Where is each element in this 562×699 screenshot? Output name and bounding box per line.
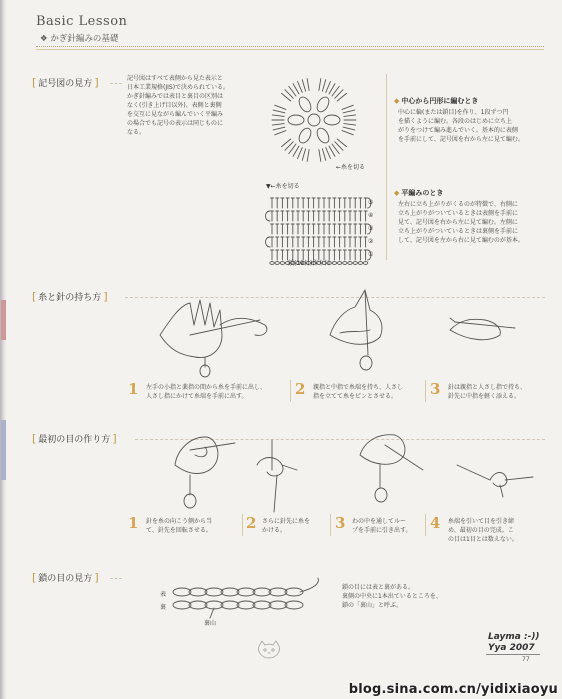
section-rule: [110, 83, 122, 84]
ridge-pointer: [210, 608, 214, 618]
stitch-mark: [273, 110, 285, 113]
page-number: 77: [522, 656, 530, 663]
bracket-icon: [: [32, 290, 37, 303]
chain-marks: [173, 578, 318, 618]
divider: [425, 514, 426, 536]
row-number: ④: [368, 212, 374, 219]
bracket-icon: [: [32, 76, 37, 89]
binding-stripe: [1, 420, 6, 480]
chain-link-back: [189, 601, 207, 609]
circular-text: 中心に輪(または鎖目)を作り、1段ずつ円 を描くように編む。各段のはじめに立ち上 がりをつけて編み進んでいく。基本的に表側 を手前にして、記号図を右から左に見て編む。: [398, 109, 524, 143]
step-number: 4: [430, 514, 441, 532]
first-stitch-illustration-2: [252, 440, 302, 515]
step-number: 1: [128, 514, 139, 532]
chain-mark: [275, 262, 279, 265]
cut-yarn-label-round: ←糸を切る: [336, 164, 366, 171]
stitch-mark: [343, 110, 355, 113]
stitch-mark: [307, 79, 309, 91]
petal-mark: [297, 95, 314, 114]
stitch-mark: [342, 131, 353, 135]
step-text: 針を糸の向こう側から当 て、針先を回転させる。: [146, 518, 213, 534]
step-number: 2: [295, 380, 306, 398]
petal-mark: [315, 126, 332, 145]
stitch-mark: [273, 127, 285, 130]
stitch-mark: [322, 80, 325, 92]
chain-link-front: [221, 588, 239, 596]
chain-link-front: [237, 588, 255, 596]
chain-mark: [343, 262, 347, 265]
chain-mark: [348, 262, 352, 265]
petal-mark: [324, 115, 340, 125]
hand-illustration-3: [440, 300, 520, 350]
circular-heading-text: 中心から円形に編むとき: [401, 97, 479, 105]
page-subtitle: [40, 32, 118, 44]
stitch-mark: [272, 115, 284, 116]
section-label-holding: [32, 290, 108, 303]
binding-stripe: [1, 300, 6, 340]
header-rule: [36, 49, 544, 50]
row-number: ②: [368, 238, 374, 245]
stitch-mark: [302, 80, 305, 92]
section-label-chain: [32, 571, 99, 584]
first-stitch-illustration-4: [455, 455, 535, 500]
stitch-mark: [319, 79, 321, 91]
chain-link-front: [205, 588, 223, 596]
step-text: さらに針先に糸を かける。: [262, 518, 311, 534]
section-label-text: 記号図の見方: [38, 79, 93, 89]
chain-stitch-illustration: [170, 578, 320, 628]
step-number: 3: [430, 380, 441, 398]
step-text: 親指と中指で糸端を持ち、人さし 指を立てて糸をピンとさせる。: [313, 384, 404, 400]
footer-rule: [486, 654, 540, 655]
petal-mark: [288, 115, 304, 125]
chain-mark: [353, 262, 357, 265]
stitch-mark: [298, 81, 303, 92]
chain-text: 鎖の目には表と裏がある。 裏側の中央に1本出ているところを、 鎖の「裏山」と呼ぶ。: [342, 584, 442, 609]
step-text: 左手の小指と薬指の間から糸を手前に出し、 人さし指にかけて糸端を手前に出す。: [146, 384, 267, 400]
bracket-icon: ]: [94, 571, 99, 584]
stitch-mark: [272, 124, 284, 125]
bracket-icon: ]: [94, 76, 99, 89]
chain-ridge-label: 裏山: [204, 620, 217, 627]
chain-link-back: [269, 601, 287, 609]
petal-mark: [297, 126, 314, 145]
bracket-icon: [: [32, 432, 37, 445]
petal-mark: [315, 95, 332, 114]
cut-yarn-label-flat: ▼←糸を切る: [266, 183, 300, 190]
chain-link-back: [173, 601, 191, 609]
section-label-text: 糸と針の持ち方: [38, 293, 102, 303]
flat-chart-marks: [266, 198, 374, 264]
stitch-mark: [326, 148, 331, 159]
chain-link-front: [189, 588, 207, 596]
step-number: 1: [128, 380, 139, 398]
hand-illustration-2: [320, 285, 400, 375]
chain-back-label: 裏: [160, 604, 167, 611]
divider: [242, 514, 243, 536]
section-label-symbols: [32, 76, 99, 89]
flat-heading: [394, 188, 443, 198]
stitch-mark: [342, 105, 353, 109]
step-number: 3: [335, 514, 346, 532]
stitch-mark: [307, 150, 309, 162]
section-rule: [110, 578, 122, 579]
divider: [330, 514, 331, 536]
step-text: わの中を通してルー プを手前に引き出す。: [352, 518, 412, 534]
divider: [425, 380, 426, 402]
watermark: blog.sina.com.cn/yidixiaoyu: [348, 682, 558, 697]
bracket-icon: ]: [103, 290, 108, 303]
signature: Layma :-)) Yya 2007: [488, 632, 540, 653]
step-text: 糸端を引いて目を引き締 め、最初の目の完成。こ の目は1目とは数えない。: [448, 518, 518, 543]
chain-mark: [358, 262, 362, 265]
chain-link-back: [237, 601, 255, 609]
step-text: 針は親指と人さし指で持ち、 針先に中指を軽く添える。: [448, 384, 527, 400]
section-label-first-stitch: [32, 432, 117, 445]
divider: [386, 74, 387, 260]
center-ring: [308, 114, 320, 126]
chain-link-back: [253, 601, 271, 609]
turn-mark: [266, 211, 271, 221]
first-stitch-illustration-3: [355, 425, 425, 510]
chain-link-back: [285, 601, 303, 609]
stitch-mark: [344, 115, 356, 116]
stitch-mark: [275, 105, 286, 109]
chain-mark: [332, 262, 336, 265]
cat-face-icon: [256, 640, 282, 660]
bracket-icon: ]: [112, 432, 117, 445]
turn-mark: [266, 237, 271, 247]
stitch-mark: [319, 150, 321, 162]
stitch-mark: [275, 131, 286, 135]
stitch-mark: [326, 81, 331, 92]
chain-link-front: [173, 588, 191, 596]
row-number: ①: [368, 251, 374, 258]
flat-heading-text: 平編みのとき: [401, 189, 444, 197]
hand-illustration-1: [150, 295, 280, 375]
chain-link-front: [269, 588, 287, 596]
stitch-mark: [302, 149, 305, 161]
section-label-text: 鎖の目の見方: [38, 574, 93, 584]
row-number: ⑤: [368, 199, 374, 206]
chain-mark: [363, 262, 367, 265]
book-binding-edge: [0, 0, 7, 699]
flat-symbol-chart: [262, 190, 384, 266]
section-label-text: 最初の目の作り方: [38, 435, 111, 445]
page-subtitle-text: かぎ針編みの基礎: [50, 34, 119, 44]
round-chart-marks: [272, 79, 356, 162]
diamond-icon: ◆: [394, 189, 400, 197]
chain-link-front: [253, 588, 271, 596]
stitch-mark: [322, 149, 325, 161]
bracket-icon: [: [32, 571, 37, 584]
divider: [290, 380, 291, 402]
step-number: 2: [246, 514, 257, 532]
diamond-icon: ◆: [394, 97, 400, 105]
symbols-intro-text: 記号図はすべて表側から見た表示と 日本工業規格(JIS)で決められている。 かぎ針編みでは表目と裏目の区別は なく(引き上げ目以外)、表側と裏側 を交互に見ながら編んでいく平編み の場合でも記号の表示は同じものに なる。: [127, 75, 230, 136]
chain-front-label: 表: [160, 591, 167, 598]
chain-caption: 鎖(19目)作り目: [288, 260, 331, 267]
flat-text: 左右に立ち上がりがくるのが特徴で、右側に 立ち上がりがついているときは表側を手前に 見て、記号図を右から左に見て編む。左側に 立ち上がりがついているときは裏側を手前に して、記号図を左から右に見て編むのが基本。: [398, 201, 524, 244]
page-title: Basic Lesson: [36, 14, 128, 29]
stitch-mark: [344, 124, 356, 125]
stitch-mark: [298, 148, 303, 159]
header-rule: [36, 46, 544, 47]
row-number: ③: [368, 225, 374, 232]
yarn-end: [300, 578, 318, 592]
chain-link-back: [221, 601, 239, 609]
chain-mark: [270, 262, 274, 265]
chain-mark: [280, 262, 284, 265]
chain-mark: [337, 262, 341, 265]
first-stitch-illustration-1: [165, 425, 245, 515]
diamond-icon: ❖: [40, 34, 51, 44]
circular-heading: [394, 96, 478, 106]
stitch-mark: [343, 127, 355, 130]
round-symbol-chart: [262, 72, 382, 172]
